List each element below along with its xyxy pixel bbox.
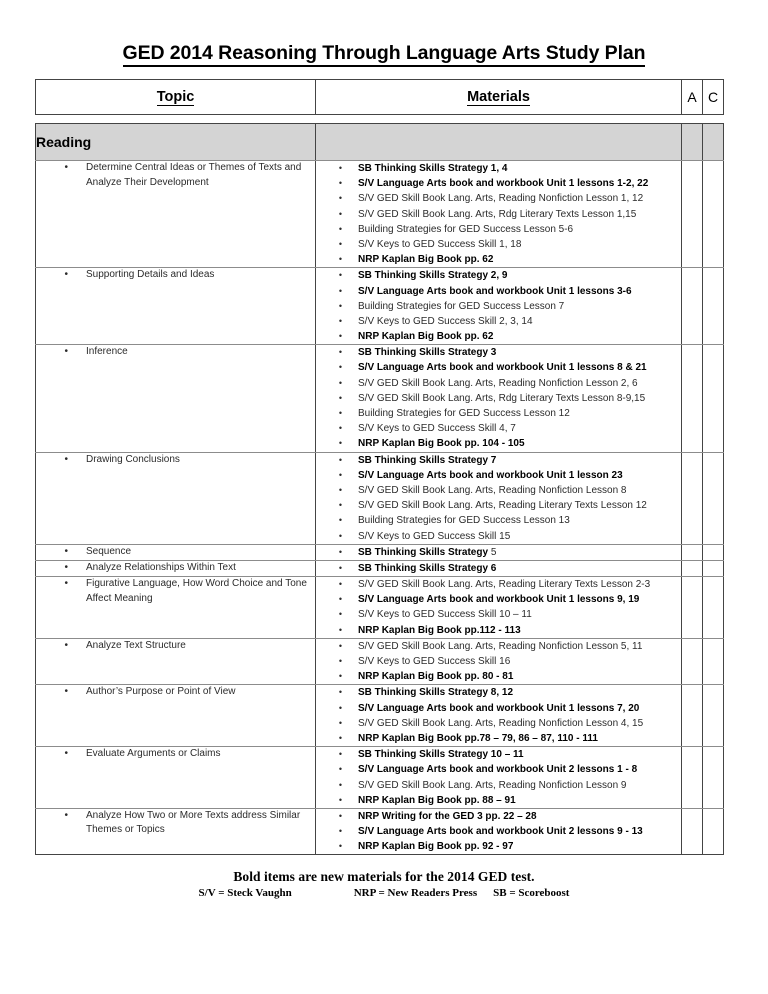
material-label: [358, 345, 681, 360]
material-label: [358, 701, 681, 716]
material-label-main: S/V GED Skill Book Lang. Arts, Reading Nonfiction Lesson 5, 11: [358, 640, 643, 652]
bullet-icon: •: [338, 702, 342, 713]
bullet-icon: •: [338, 438, 342, 449]
legend-nrp: NRP = New Readers Press: [353, 887, 478, 899]
material-label-main: S/V Keys to GED Success Skill 15: [358, 530, 511, 542]
topic-item: [36, 561, 315, 576]
material-label: [358, 577, 681, 592]
topic-label: Supporting Details and Ideas: [86, 269, 215, 281]
material-label-main: Building Strategies for GED Success Lesson 5-6: [358, 223, 574, 235]
checkbox-cell-a[interactable]: [682, 544, 703, 560]
material-label-main: Building Strategies for GED Success Lesson 7: [358, 300, 565, 312]
material-item: [316, 299, 681, 314]
material-label-main: S/V GED Skill Book Lang. Arts, Reading Nonfiction Lesson 8: [358, 484, 627, 496]
material-label-main: S/V GED Skill Book Lang. Arts, Reading Nonfiction Lesson 4, 15: [358, 717, 644, 729]
material-item: [316, 716, 681, 731]
material-label-main: S/V Language Arts book and workbook Unit 1 lessons 8 & 21: [358, 362, 647, 374]
material-label-main: NRP Writing for the GED 3 pp. 22 – 28: [358, 810, 537, 822]
material-label: [358, 809, 681, 824]
checkbox-cell-c[interactable]: [703, 638, 724, 685]
topic-item: [36, 577, 315, 606]
bullet-icon: •: [338, 624, 342, 635]
topic-cell: [36, 577, 316, 639]
checkbox-cell-a[interactable]: [682, 747, 703, 809]
bullet-icon: •: [64, 545, 68, 557]
material-label: [358, 161, 681, 176]
bullet-icon: •: [338, 285, 342, 296]
checkbox-cell-c[interactable]: [703, 161, 724, 268]
material-item: [316, 607, 681, 622]
material-item: [316, 360, 681, 375]
material-item: [316, 513, 681, 528]
topic-item: [36, 809, 315, 838]
material-item: [316, 839, 681, 854]
table-row: [36, 747, 724, 809]
bullet-icon: •: [338, 178, 342, 189]
bullet-icon: •: [338, 764, 342, 775]
topic-label: Analyze Text Structure: [86, 639, 186, 651]
material-label-main: S/V GED Skill Book Lang. Arts, Reading Nonfiction Lesson 9: [358, 779, 627, 791]
checkbox-cell-a[interactable]: [682, 638, 703, 685]
topic-item: [36, 685, 315, 700]
material-label: [358, 314, 681, 329]
materials-cell: [316, 268, 682, 345]
material-label-main: SB Thinking Skills Strategy 3: [358, 347, 497, 359]
material-label-main: SB Thinking Skills Strategy 7: [358, 454, 497, 466]
topic-label: Sequence: [86, 545, 132, 557]
material-label: [358, 191, 681, 206]
material-label: [358, 376, 681, 391]
material-label: [358, 391, 681, 406]
material-label: [358, 284, 681, 299]
table-header: [35, 79, 724, 115]
bullet-icon: •: [64, 346, 68, 358]
bullet-icon: •: [64, 561, 68, 573]
bullet-icon: •: [338, 408, 342, 418]
bullet-icon: •: [338, 423, 342, 434]
materials-cell: [316, 685, 682, 747]
study-plan-table: [35, 123, 724, 855]
bullet-icon: •: [338, 454, 342, 465]
material-label-main: S/V Keys to GED Success Skill 10 – 11: [358, 609, 532, 621]
section-cell-c[interactable]: [703, 124, 724, 161]
material-label: [358, 222, 681, 237]
material-item: [316, 314, 681, 329]
material-label-main: S/V Language Arts book and workbook Unit 1 lessons 1-2, 22: [358, 178, 649, 190]
material-item: [316, 161, 681, 176]
material-label: [358, 299, 681, 314]
bullet-icon: •: [64, 578, 68, 590]
checkbox-cell-a[interactable]: [682, 452, 703, 544]
material-item: [316, 824, 681, 839]
material-label: [358, 513, 681, 528]
bullet-icon: •: [338, 656, 342, 666]
bullet-icon: •: [338, 640, 342, 651]
column-header-topic: [36, 80, 316, 115]
topic-label: Inference: [86, 346, 128, 358]
material-label: [358, 421, 681, 436]
bullet-icon: •: [338, 347, 342, 358]
bullet-icon: •: [338, 749, 342, 760]
material-label-main: S/V GED Skill Book Lang. Arts, Reading Literary Texts Lesson 12: [358, 500, 647, 512]
material-label: [358, 498, 681, 513]
legend-sv: S/V = Steck Vaughn: [198, 887, 292, 899]
page-title-text: GED 2014 Reasoning Through Language Arts Study Plan: [123, 42, 646, 67]
material-label: [358, 483, 681, 498]
table-row: [36, 577, 724, 639]
column-header-topic-label: Topic: [156, 89, 195, 105]
table-row: [36, 345, 724, 452]
materials-cell: [316, 161, 682, 268]
material-label-main: NRP Kaplan Big Book pp.78 – 79, 86 – 87, 110 - 111: [358, 732, 598, 744]
material-item: [316, 747, 681, 762]
bullet-icon: •: [338, 331, 342, 342]
checkbox-cell-a[interactable]: [682, 808, 703, 855]
material-label-main: S/V GED Skill Book Lang. Arts, Reading Nonfiction Lesson 1, 12: [358, 193, 644, 205]
materials-cell: [316, 560, 682, 576]
checkbox-cell-a[interactable]: [682, 161, 703, 268]
material-item: [316, 592, 681, 607]
material-label-main: SB Thinking Skills Strategy 1, 4: [358, 163, 508, 174]
material-label-main: S/V Keys to GED Success Skill 16: [358, 656, 511, 667]
material-item: [316, 809, 681, 824]
materials-cell: [316, 577, 682, 639]
material-label-main: S/V Language Arts book and workbook Unit 1 lessons 3-6: [358, 285, 632, 297]
topic-cell: [36, 638, 316, 685]
material-label-main: SB Thinking Skills Strategy: [358, 546, 491, 558]
material-item: [316, 762, 681, 777]
bullet-icon: •: [338, 546, 342, 557]
bullet-icon: •: [64, 269, 68, 281]
checkbox-cell-a[interactable]: [682, 560, 703, 576]
bullet-icon: •: [338, 810, 342, 821]
material-item: [316, 577, 681, 592]
checkbox-cell-c[interactable]: [703, 452, 724, 544]
material-item: [316, 222, 681, 237]
column-header-c: C: [703, 80, 724, 115]
material-label: [358, 561, 681, 576]
bullet-icon: •: [338, 732, 342, 743]
material-label: [358, 176, 681, 191]
material-label: [358, 793, 681, 808]
bullet-icon: •: [338, 270, 342, 281]
material-label: [358, 545, 681, 560]
table-row: [36, 638, 724, 685]
material-item: [316, 453, 681, 468]
table-row: [36, 268, 724, 345]
material-label: [358, 436, 681, 451]
footer-legend: [0, 887, 768, 899]
bullet-icon: •: [64, 639, 68, 651]
material-item: [316, 237, 681, 252]
material-label-main: SB Thinking Skills Strategy 2, 9: [358, 270, 508, 282]
material-item: [316, 252, 681, 267]
material-label: [358, 654, 681, 669]
bullet-icon: •: [338, 794, 342, 805]
bullet-icon: •: [338, 163, 342, 173]
material-label-main: S/V GED Skill Book Lang. Arts, Reading Nonfiction Lesson 2, 6: [358, 377, 638, 389]
material-label-main: S/V GED Skill Book Lang. Arts, Rdg Literary Texts Lesson 1,15: [358, 208, 637, 220]
material-label-main: NRP Kaplan Big Book pp. 62: [358, 254, 494, 266]
column-header-a: A: [682, 80, 703, 115]
material-label-main: S/V Language Arts book and workbook Unit 1 lessons 9, 19: [358, 594, 640, 606]
bullet-icon: •: [338, 484, 342, 495]
material-item: [316, 284, 681, 299]
material-item: [316, 545, 681, 560]
material-label-main: Building Strategies for GED Success Lesson 12: [358, 408, 570, 419]
material-item: [316, 701, 681, 716]
table-row: [36, 544, 724, 560]
table-row: [36, 161, 724, 268]
checkbox-cell-c[interactable]: [703, 345, 724, 452]
bullet-icon: •: [338, 826, 342, 837]
material-item: [316, 654, 681, 669]
bullet-icon: •: [338, 717, 342, 728]
material-label-main: SB Thinking Skills Strategy 8, 12: [358, 687, 514, 699]
bullet-icon: •: [338, 392, 342, 403]
topic-label: Analyze How Two or More Texts address Similar Themes or Topics: [86, 809, 301, 836]
material-label-main: Building Strategies for GED Success Lesson 13: [358, 515, 570, 527]
material-item: [316, 376, 681, 391]
checkbox-cell-c[interactable]: [703, 560, 724, 576]
bullet-icon: •: [338, 562, 342, 573]
checkbox-cell-a[interactable]: [682, 577, 703, 639]
material-item: [316, 421, 681, 436]
material-label-suffix: 5: [490, 546, 497, 558]
materials-cell: [316, 544, 682, 560]
material-item: [316, 191, 681, 206]
material-item: [316, 406, 681, 421]
topic-cell: [36, 685, 316, 747]
topic-label: Analyze Relationships Within Text: [86, 561, 236, 573]
material-label-main: S/V GED Skill Book Lang. Arts, Rdg Literary Texts Lesson 8-9,15: [358, 392, 646, 404]
column-header-materials-label: Materials: [467, 89, 530, 105]
materials-cell: [316, 808, 682, 855]
material-label: [358, 762, 681, 777]
bullet-icon: •: [338, 300, 342, 311]
bullet-icon: •: [64, 686, 68, 698]
table-row: [36, 685, 724, 747]
checkbox-cell-c[interactable]: [703, 268, 724, 345]
material-label-main: NRP Kaplan Big Book pp. 62: [358, 331, 494, 343]
material-label: [358, 237, 681, 252]
topic-item: [36, 453, 315, 468]
material-label: [358, 669, 681, 684]
bullet-icon: •: [64, 748, 68, 760]
material-item: [316, 268, 681, 283]
section-cell-a[interactable]: [682, 124, 703, 161]
checkbox-cell-a[interactable]: [682, 345, 703, 452]
material-label: [358, 406, 681, 421]
topic-label: Figurative Language, How Word Choice and Tone Affect Meaning: [86, 578, 307, 604]
material-label-main: S/V Language Arts book and workbook Unit 2 lessons 9 - 13: [358, 826, 643, 838]
bullet-icon: •: [338, 208, 342, 219]
bullet-icon: •: [338, 500, 342, 511]
material-label-main: S/V Language Arts book and workbook Unit 2 lessons 1 - 8: [358, 764, 638, 776]
checkbox-cell-c[interactable]: [703, 747, 724, 809]
topic-cell: [36, 544, 316, 560]
topic-item: [36, 268, 315, 283]
bullet-icon: •: [338, 609, 342, 620]
bullet-icon: •: [338, 377, 342, 388]
bullet-icon: •: [338, 530, 342, 541]
material-label: [358, 731, 681, 746]
material-label: [358, 623, 681, 638]
table-row: [36, 808, 724, 855]
footer: [0, 869, 768, 899]
material-label: [358, 639, 681, 654]
material-item: [316, 436, 681, 451]
material-item: [316, 561, 681, 576]
material-label: [358, 252, 681, 267]
material-label-main: SB Thinking Skills Strategy 6: [358, 562, 497, 574]
material-label-main: NRP Kaplan Big Book pp. 80 - 81: [358, 671, 514, 683]
topic-item: [36, 545, 315, 560]
topic-item: [36, 345, 315, 360]
material-label-main: S/V Language Arts book and workbook Unit 1 lessons 7, 20: [358, 702, 640, 714]
topic-cell: [36, 747, 316, 809]
material-label: [358, 607, 681, 622]
material-item: [316, 685, 681, 700]
material-item: [316, 778, 681, 793]
bullet-icon: •: [338, 841, 342, 852]
bullet-icon: •: [64, 809, 68, 821]
material-label: [358, 716, 681, 731]
bullet-icon: •: [338, 687, 342, 698]
topic-cell: [36, 560, 316, 576]
bullet-icon: •: [338, 671, 342, 682]
bullet-icon: •: [338, 254, 342, 265]
topic-item: [36, 161, 315, 190]
checkbox-cell-c[interactable]: [703, 544, 724, 560]
checkbox-cell-c[interactable]: [703, 808, 724, 855]
bullet-icon: •: [338, 238, 342, 249]
material-label-main: S/V Language Arts book and workbook Unit 1 lesson 23: [358, 469, 623, 481]
material-item: [316, 483, 681, 498]
material-label: [358, 529, 681, 544]
material-label-main: S/V Keys to GED Success Skill 1, 18: [358, 238, 522, 250]
section-header-row: [36, 124, 724, 161]
material-item: [316, 207, 681, 222]
material-item: [316, 498, 681, 513]
material-label: [358, 778, 681, 793]
material-item: [316, 529, 681, 544]
material-label: [358, 592, 681, 607]
topic-item: [36, 639, 315, 654]
topic-label: Evaluate Arguments or Claims: [86, 748, 221, 760]
bullet-icon: •: [338, 315, 342, 326]
legend-sb: SB = Scoreboost: [493, 887, 570, 899]
section-materials-cell: [316, 124, 682, 161]
bullet-icon: •: [64, 453, 68, 465]
material-label: [358, 360, 681, 375]
material-label: [358, 824, 681, 839]
materials-cell: [316, 452, 682, 544]
material-item: [316, 639, 681, 654]
material-item: [316, 176, 681, 191]
material-item: [316, 793, 681, 808]
material-label-main: S/V Keys to GED Success Skill 2, 3, 14: [358, 315, 533, 327]
material-label-main: S/V GED Skill Book Lang. Arts, Reading Literary Texts Lesson 2-3: [358, 579, 651, 591]
material-item: [316, 468, 681, 483]
material-label-main: S/V Keys to GED Success Skill 4, 7: [358, 423, 516, 435]
checkbox-cell-c[interactable]: [703, 685, 724, 747]
header-row: [36, 80, 724, 115]
bullet-icon: •: [338, 779, 342, 790]
material-label: [358, 207, 681, 222]
topic-cell: [36, 268, 316, 345]
materials-cell: [316, 345, 682, 452]
material-label-main: NRP Kaplan Big Book pp. 104 - 105: [358, 438, 525, 450]
bullet-icon: •: [338, 193, 342, 204]
topic-cell: [36, 345, 316, 452]
topic-label: Determine Central Ideas or Themes of Texts and Analyze Their Development: [86, 162, 302, 188]
material-label: [358, 453, 681, 468]
material-label: [358, 685, 681, 700]
material-label: [358, 839, 681, 854]
bullet-icon: •: [338, 223, 342, 234]
checkbox-cell-c[interactable]: [703, 577, 724, 639]
bullet-icon: •: [338, 579, 342, 590]
section-title: Reading: [36, 124, 316, 161]
materials-cell: [316, 638, 682, 685]
topic-label: Drawing Conclusions: [86, 453, 180, 465]
bullet-icon: •: [338, 515, 342, 526]
bullet-icon: •: [64, 162, 68, 173]
material-label-main: NRP Kaplan Big Book pp.112 - 113: [358, 624, 521, 636]
material-item: [316, 669, 681, 684]
material-label-main: SB Thinking Skills Strategy 10 – 11: [358, 749, 524, 761]
material-label-main: NRP Kaplan Big Book pp. 92 - 97: [358, 841, 514, 853]
topic-cell: [36, 808, 316, 855]
column-header-materials: [316, 80, 682, 115]
material-label-main: NRP Kaplan Big Book pp. 88 – 91: [358, 794, 516, 806]
topic-cell: [36, 452, 316, 544]
materials-cell: [316, 747, 682, 809]
material-label: [358, 747, 681, 762]
page-title: [0, 42, 768, 65]
bullet-icon: •: [338, 362, 342, 373]
material-item: [316, 329, 681, 344]
checkbox-cell-a[interactable]: [682, 685, 703, 747]
table-row: [36, 452, 724, 544]
material-item: [316, 731, 681, 746]
material-label: [358, 268, 681, 283]
checkbox-cell-a[interactable]: [682, 268, 703, 345]
material-label: [358, 329, 681, 344]
material-label: [358, 468, 681, 483]
bullet-icon: •: [338, 594, 342, 605]
bullet-icon: •: [338, 469, 342, 480]
footer-note: Bold items are new materials for the 2014 GED test.: [233, 869, 535, 884]
material-item: [316, 623, 681, 638]
topic-cell: [36, 161, 316, 268]
material-item: [316, 391, 681, 406]
topic-item: [36, 747, 315, 762]
material-item: [316, 345, 681, 360]
table-row: [36, 560, 724, 576]
topic-label: Author’s Purpose or Point of View: [86, 686, 236, 698]
